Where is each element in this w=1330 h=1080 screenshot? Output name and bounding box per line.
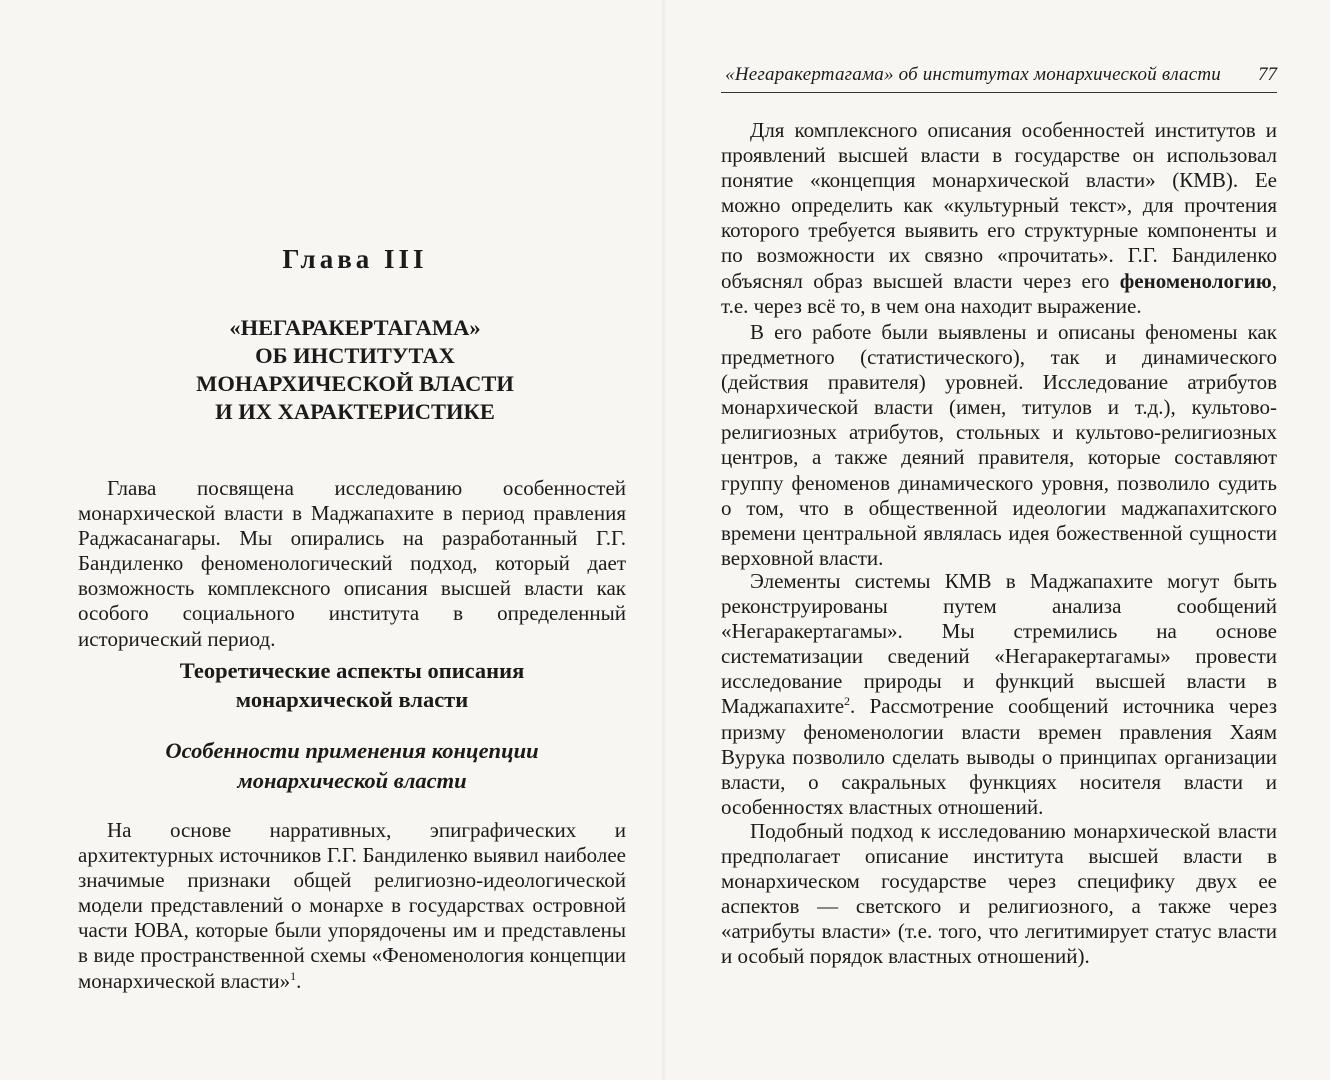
- subsection-heading-line: монархической власти: [237, 768, 467, 793]
- chapter-title-line: И ИХ ХАРАКТЕРИСТИКЕ: [215, 399, 495, 424]
- paragraph-text: , т.е. через всё то, в чем она находит выражение.: [721, 268, 1277, 318]
- paragraph-text: . Рассмотрение сообщений источника через призму феноменологии власти времен правления Хаям Вурука позволило сделать выводы о принципах организации власти, о сакральных функциях носителя власти и особенностях властных отношений.: [721, 694, 1277, 819]
- chapter-title: [0, 314, 710, 426]
- chapter-title-line: ОБ ИНСТИТУТАХ: [255, 343, 455, 368]
- chapter-title-line: «НЕГАРАКЕРТАГАМА»: [229, 315, 481, 340]
- bold-term: феноменологию: [1119, 268, 1272, 293]
- right-page: [665, 0, 1330, 1080]
- right-paragraph-2: В его работе были выявлены и описаны феномены как предметного (статистического), так и динамического (действия правителя) уровней. Исследование атрибутов монархической власти (имен, титулов и т.д.), культово-религиозных атрибутов, стольных и культово-религиозных центров, а также деяний правителя, которые составляют группу феноменов динамического уровня, позволило судить о том, что в общественной идеологии маджапахитского времени центральной являлась идея божественной сущности верховной власти.: [721, 320, 1277, 570]
- subsection-heading-line: Особенности применения концепции: [165, 738, 539, 763]
- subsection-heading: [78, 736, 626, 796]
- body-paragraph: [78, 818, 626, 994]
- right-paragraph-3: [721, 569, 1277, 820]
- footnote-reference[interactable]: 2: [844, 694, 851, 709]
- chapter-title-line: МОНАРХИЧЕСКОЙ ВЛАСТИ: [196, 371, 514, 396]
- right-paragraph-1: [721, 118, 1277, 319]
- running-header: [721, 62, 1277, 93]
- body-paragraph-text: На основе нарративных, эпиграфических и архитектурных источников Г.Г. Бандиленко выявил наиболее значимые признаки общей религиозно-идеологической модели представлений о монархе в государствах островной части ЮВА, которые были упорядочены им и представлены в виде пространственной схемы «Феноменология концепции монархической власти»: [78, 818, 626, 993]
- right-paragraph-4: Подобный подход к исследованию монархической власти предполагает описание института высшей власти в монархическом государстве через специфику двух ее аспектов — светского и религиозного, а также через «атрибуты власти» (т.е. того, что легитимирует статус власти и особый порядок властных отношений).: [721, 819, 1277, 969]
- paragraph-text: Элементы системы КМВ в Маджапахите могут быть реконструированы путем анализа сообщений «Негаракертагамы». Мы стремились на основе систематизации сведений «Негаракертагамы» провести исследование природы и функций высшей власти в Маджапахите: [721, 569, 1277, 719]
- footnote-reference[interactable]: 1: [290, 968, 297, 983]
- chapter-label: Глава III: [282, 244, 428, 274]
- paragraph-text: Для комплексного описания особенностей институтов и проявлений высшей власти в государстве он использовал понятие «концепция монархической власти» (КМВ). Ее можно определить как «культурный текст», для прочтения которого требуется выявить его структурные компоненты и по возможности их связно «прочитать». Г.Г. Бандиленко объяснял образ высшей власти через его: [721, 118, 1277, 293]
- body-paragraph-period: .: [296, 968, 302, 993]
- section-heading-line: монархической власти: [235, 687, 469, 712]
- intro-paragraph: Глава посвящена исследованию особенностей монархической власти в Маджапахите в период правления Раджасанагары. Мы опирались на разработанный Г.Г. Бандиленко феноменологический подход, который дает возможность комплексного описания высшей власти как особого социального института в определенный исторический период.: [78, 476, 626, 651]
- section-heading: [78, 656, 626, 714]
- running-title: «Негаракертагама» об институтах монархической власти: [725, 64, 1221, 85]
- page-number: 77: [1258, 64, 1277, 85]
- section-heading-line: Теоретические аспекты описания: [179, 658, 525, 683]
